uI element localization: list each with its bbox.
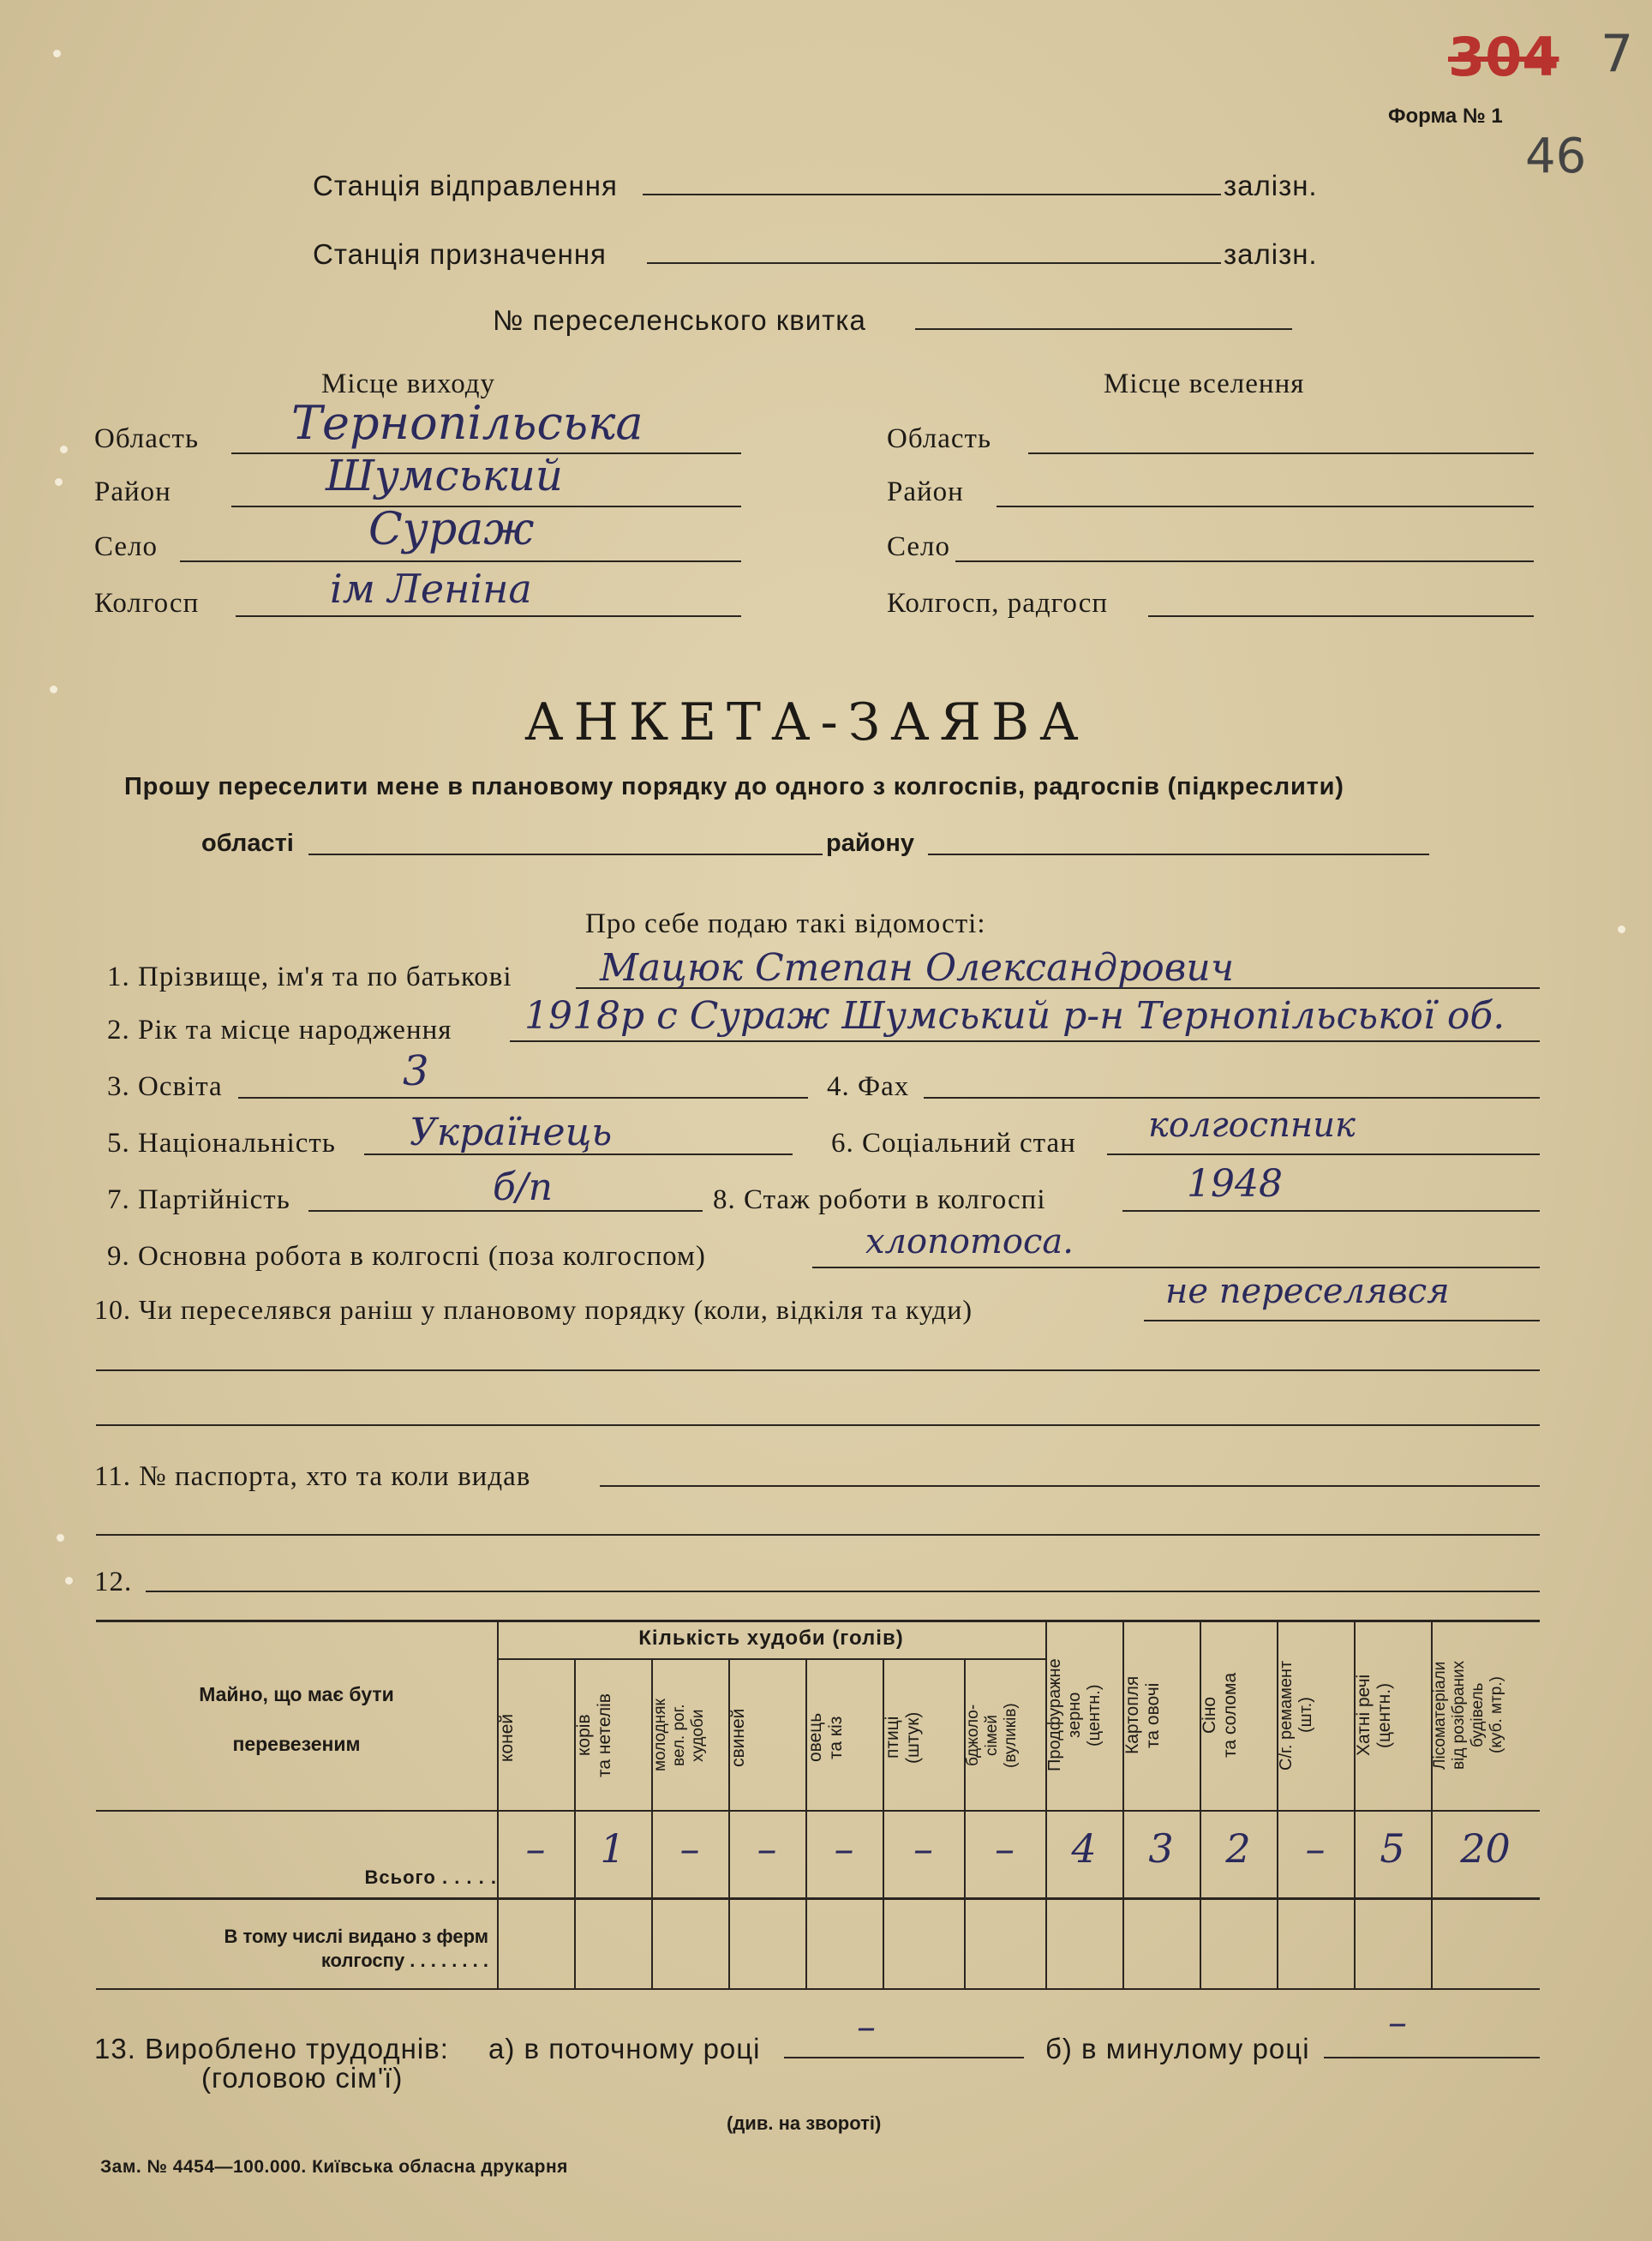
- origin-kolhosp-line: [236, 615, 741, 617]
- railway-suffix: залізн.: [1224, 170, 1318, 201]
- field-4-label: 4. Фах: [827, 1071, 910, 1102]
- dest-oblast-line: [1028, 452, 1534, 454]
- col-poultry: птиці (штук): [883, 1711, 923, 1764]
- about-heading: Про себе подаю такі відомості:: [585, 908, 986, 939]
- punch-hole: [55, 478, 63, 486]
- field-4-line: [924, 1097, 1540, 1099]
- form-number: Форма № 1: [1388, 105, 1503, 128]
- field-5-value: Українець: [410, 1111, 613, 1154]
- punch-hole: [65, 1577, 73, 1585]
- origin-raion-value: Шумський: [326, 451, 564, 500]
- field-9-label: 9. Основна робота в колгоспі (поза колгоспом): [107, 1241, 706, 1272]
- field-10-value: не переселявся: [1165, 1272, 1450, 1311]
- departure-station-line: [643, 194, 1221, 195]
- ticket-label: № переселенського квитка: [493, 304, 866, 336]
- field-3-value: 3: [403, 1047, 429, 1095]
- punch-hole: [53, 50, 61, 57]
- field-6-label: 6. Соціальний стан: [831, 1128, 1076, 1159]
- form-title: АНКЕТА-ЗАЯВА: [524, 692, 1089, 752]
- total-hay: 2: [1225, 1825, 1251, 1872]
- total-sheep-goats: –: [834, 1825, 854, 1872]
- field-3-label: 3. Освіта: [107, 1071, 223, 1102]
- railway-suffix: залізн.: [1224, 238, 1318, 270]
- dest-oblast-label: Область: [887, 423, 992, 454]
- field-12-label: 12.: [94, 1567, 133, 1597]
- field-7-line: [308, 1210, 703, 1212]
- print-info: Зам. № 4454—100.000. Київська обласна друкарня: [100, 2157, 568, 2177]
- total-horses: –: [525, 1825, 546, 1872]
- field-10-line: [1144, 1320, 1540, 1321]
- punch-hole: [1618, 926, 1625, 933]
- workdays-current-value: –: [857, 2005, 876, 2049]
- col-household: Хатні речі (центн.): [1354, 1674, 1394, 1757]
- field-7-label: 7. Партійність: [107, 1184, 290, 1215]
- origin-oblast-value: Тернопільська: [291, 396, 643, 450]
- total-timber: 20: [1460, 1825, 1511, 1872]
- request-raionu-line: [928, 854, 1429, 855]
- archive-number: 304: [1448, 26, 1559, 88]
- destination-heading: Місце вселення: [1104, 369, 1305, 399]
- punch-hole: [60, 446, 68, 453]
- request-oblasti-line: [308, 854, 823, 855]
- col-timber: Лісоматеріали від розібраних будівель (куб. мтр.): [1431, 1660, 1505, 1771]
- dest-selo-line: [955, 560, 1534, 562]
- total-bee-colonies: –: [995, 1825, 1015, 1872]
- col-bee-colonies: бджоло- сімей (вуликів): [964, 1703, 1020, 1768]
- col-pigs: свиней: [728, 1708, 748, 1767]
- field-1-value: Мацюк Степан Олександрович: [600, 946, 1235, 990]
- workdays-sub: (головою сім'ї): [201, 2062, 404, 2094]
- field-6-value: колгоспник: [1148, 1106, 1356, 1145]
- origin-oblast-label: Область: [94, 423, 200, 454]
- col-cows: корів та нетелів: [574, 1693, 614, 1777]
- pencil-sheet-number: 7: [1601, 24, 1634, 84]
- field-2-label: 2. Рік та місце народження: [107, 1015, 452, 1046]
- field-11-extra-line: [96, 1534, 1540, 1536]
- col-potatoes: Картопля та овочі: [1122, 1675, 1163, 1755]
- origin-selo-line: [180, 560, 741, 562]
- col-young-cattle: молодняк вел. рог. худоби: [651, 1699, 707, 1772]
- pencil-page-number: 46: [1525, 129, 1587, 184]
- col-farm-tools: С/г. ремамент (шт.): [1277, 1660, 1315, 1771]
- origin-selo-label: Село: [94, 531, 159, 562]
- dest-selo-label: Село: [887, 531, 951, 562]
- field-1-label: 1. Прізвище, ім'я та по батькові: [107, 962, 512, 992]
- field-8-value: 1948: [1187, 1162, 1283, 1206]
- request-raionu: району: [826, 830, 915, 857]
- total-potatoes: 3: [1148, 1825, 1174, 1872]
- row-farm-label: В тому числі видано з ферм колгоспу . . . . . . . .: [224, 1926, 488, 1971]
- origin-kolhosp-label: Колгосп: [94, 588, 200, 619]
- livestock-header: Кількість худоби (голів): [638, 1627, 904, 1650]
- field-11-label: 11. № паспорта, хто та коли видав: [94, 1461, 531, 1492]
- col-horses: коней: [497, 1713, 517, 1762]
- field-10-label: 10. Чи переселявся раніш у плановому порядку (коли, відкіля та куди): [94, 1294, 973, 1325]
- destination-station-label: Станція призначення: [313, 238, 607, 270]
- workdays-current-label: а) в поточному році: [488, 2033, 761, 2064]
- field-12-line: [146, 1591, 1540, 1592]
- field-2-line: [510, 1040, 1540, 1042]
- workdays-last-line: [1324, 2057, 1540, 2058]
- total-pigs: –: [757, 1825, 777, 1872]
- request-oblasti: області: [201, 830, 294, 857]
- col-hay: Сіно та солома: [1200, 1672, 1240, 1759]
- punch-hole: [50, 686, 57, 693]
- destination-station-line: [647, 262, 1221, 264]
- col-grain: Продфуражне зерно (центн.): [1045, 1658, 1104, 1772]
- origin-heading: Місце виходу: [321, 369, 496, 399]
- punch-hole: [57, 1534, 64, 1542]
- origin-selo-value: Сураж: [368, 504, 535, 555]
- workdays-current-line: [784, 2057, 1024, 2058]
- total-household: 5: [1380, 1825, 1405, 1872]
- total-farm-tools: –: [1305, 1825, 1326, 1872]
- origin-kolhosp-value: ім Леніна: [330, 566, 532, 612]
- see-reverse-note: (див. на звороті): [727, 2112, 882, 2134]
- workdays-last-value: –: [1388, 2001, 1407, 2045]
- total-cows: 1: [600, 1825, 625, 1872]
- field-10-extra-line: [96, 1369, 1540, 1371]
- field-10-extra-line: [96, 1424, 1540, 1426]
- request-text: Прошу переселити мене в плановому порядку до одного з колгоспів, радгоспів (підкреслити): [124, 773, 1344, 800]
- field-11-line: [600, 1485, 1540, 1487]
- field-8-line: [1122, 1210, 1540, 1212]
- origin-raion-label: Район: [94, 476, 171, 507]
- dest-raion-label: Район: [887, 476, 964, 507]
- field-5-label: 5. Національність: [107, 1128, 336, 1159]
- departure-station-label: Станція відправлення: [313, 170, 618, 201]
- field-9-line: [812, 1267, 1540, 1268]
- table-row-header: Майно, що має бути перевезеним: [199, 1683, 394, 1755]
- field-7-value: б/п: [493, 1165, 554, 1209]
- field-2-value: 1918р с Сураж Шумський р-н Тернопільської об.: [524, 994, 1505, 1038]
- workdays-last-label: б) в минулому році: [1045, 2033, 1310, 2064]
- col-sheep-goats: овець та кіз: [805, 1712, 846, 1763]
- row-total-label: Всього . . . . .: [364, 1867, 497, 1888]
- total-grain: 4: [1071, 1825, 1097, 1872]
- dest-kolhosp-line: [1148, 615, 1534, 617]
- field-3-line: [238, 1097, 808, 1099]
- dest-kolhosp-label: Колгосп, радгосп: [887, 588, 1109, 619]
- total-poultry: –: [913, 1825, 933, 1872]
- ticket-line: [915, 328, 1292, 330]
- field-6-line: [1107, 1153, 1540, 1155]
- total-young-cattle: –: [679, 1825, 700, 1872]
- dest-raion-line: [997, 506, 1534, 507]
- field-9-value: хлопотоса.: [865, 1222, 1074, 1261]
- field-8-label: 8. Стаж роботи в колгоспі: [713, 1184, 1046, 1215]
- workdays-label: 13. Вироблено трудоднів:: [94, 2033, 449, 2064]
